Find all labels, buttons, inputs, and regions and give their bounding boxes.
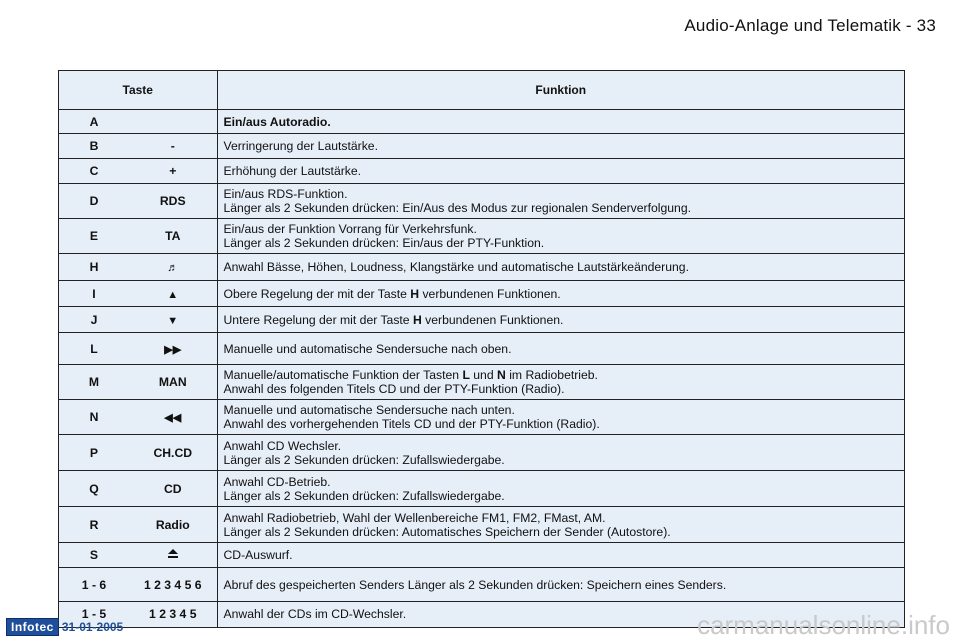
function-line-1: Anwahl CD-Betrieb. xyxy=(223,474,331,489)
function-line-2: Länger als 2 Sekunden drücken: Zufallswiedergabe. xyxy=(223,488,505,503)
row-symbol: RDS xyxy=(129,184,217,219)
table-row xyxy=(59,159,904,184)
row-key: 1 - 5 xyxy=(81,607,107,622)
row-function: Ein/aus Autoradio. xyxy=(217,110,904,134)
row-symbol xyxy=(129,254,217,281)
function-line-1: Ein/aus RDS-Funktion. xyxy=(223,187,348,201)
row-key: C xyxy=(59,159,129,184)
row-key: A xyxy=(59,110,129,134)
music-note-icon: ♬ xyxy=(167,262,179,274)
row-function: Anwahl der CDs im CD-Wechsler. xyxy=(223,607,407,622)
row-key: H xyxy=(59,254,129,281)
function-text: verbundenen Funktionen. xyxy=(421,312,564,327)
row-function: CD-Auswurf. xyxy=(217,543,904,568)
row-function xyxy=(217,400,904,435)
row-key: 1 - 6 xyxy=(59,568,129,602)
function-text: Obere Regelung der mit der Taste xyxy=(223,286,411,301)
row-symbol: CH.CD xyxy=(129,435,217,471)
rewind-icon: ◀◀ xyxy=(164,412,182,424)
function-key-ref: H xyxy=(410,286,420,301)
function-line-1: Manuelle und automatische Sendersuche nach unten. xyxy=(223,403,515,417)
row-key: L xyxy=(59,333,129,365)
row-function: Erhöhung der Lautstärke. xyxy=(217,159,904,184)
row-symbol xyxy=(129,333,217,365)
print-date: 31-01-2005 xyxy=(61,620,124,634)
row-function xyxy=(217,184,904,219)
function-line-1: Anwahl CD Wechsler. xyxy=(223,438,342,453)
header-taste: Taste xyxy=(59,71,217,110)
row-function xyxy=(217,219,904,254)
row-symbol: - xyxy=(129,134,217,159)
row-function xyxy=(217,507,904,543)
row-key: M xyxy=(59,365,129,400)
row-key: Q xyxy=(59,471,129,507)
row-function: Abruf des gespeicherten Senders Länger als 2 Sekunden drücken: Speichern eines Senders. xyxy=(217,568,904,602)
header-funktion: Funktion xyxy=(217,71,904,110)
function-table xyxy=(58,70,905,628)
table-row xyxy=(59,543,904,568)
function-line-2: Länger als 2 Sekunden drücken: Ein/Aus des Modus zur regionalen Senderverfolgung. xyxy=(223,201,691,215)
table-row xyxy=(59,281,904,307)
table-row xyxy=(59,184,904,219)
table-row xyxy=(59,110,904,134)
table-row xyxy=(59,307,904,333)
eject-icon xyxy=(167,549,179,559)
function-line-1: Ein/aus der Funktion Vorrang für Verkehrsfunk. xyxy=(223,222,477,236)
row-symbol: CD xyxy=(129,471,217,507)
function-line-2: Länger als 2 Sekunden drücken: Ein/aus der PTY-Funktion. xyxy=(223,236,545,250)
page-title: Audio-Anlage und Telematik - 33 xyxy=(684,16,936,35)
row-symbol: + xyxy=(129,159,217,184)
function-line-2: Anwahl des vorhergehenden Titels CD und der PTY-Funktion (Radio). xyxy=(223,417,600,431)
row-symbol xyxy=(129,400,217,435)
function-line-1: Manuelle/automatische Funktion der Tasten L und N im Radiobetrieb. xyxy=(223,368,598,382)
table-row xyxy=(59,435,904,471)
row-key: P xyxy=(59,435,129,471)
row-key: D xyxy=(59,184,129,219)
table-header-row xyxy=(59,71,904,110)
table-row xyxy=(59,134,904,159)
row-function: Verringerung der Lautstärke. xyxy=(217,134,904,159)
function-key-ref: H xyxy=(412,312,422,327)
function-text: Untere Regelung der mit der Taste xyxy=(223,312,413,327)
row-symbol xyxy=(129,307,217,333)
table-row xyxy=(59,400,904,435)
table-row xyxy=(59,471,904,507)
watermark: carmanualsonline.info xyxy=(697,610,950,640)
table-row xyxy=(59,333,904,365)
row-key: S xyxy=(59,543,129,568)
table-row xyxy=(59,254,904,281)
row-symbol xyxy=(129,543,217,568)
row-symbol: 1 2 3 4 5 6 xyxy=(129,568,217,602)
row-symbol xyxy=(129,281,217,307)
row-function xyxy=(217,435,904,471)
row-symbol: TA xyxy=(129,219,217,254)
row-symbol xyxy=(129,110,217,134)
function-line-2: Länger als 2 Sekunden drücken: Automatisches Speichern der Sender (Autostore). xyxy=(223,524,671,539)
function-line-2: Länger als 2 Sekunden drücken: Zufallswiedergabe. xyxy=(223,452,505,467)
footer xyxy=(6,618,123,636)
fast-forward-icon: ▶▶ xyxy=(164,343,182,356)
row-function: Anwahl Bässe, Höhen, Loudness, Klangstärke und automatische Lautstärkeänderung. xyxy=(217,254,904,281)
row-function xyxy=(217,281,904,307)
row-key: E xyxy=(59,219,129,254)
function-line-2: Anwahl des folgenden Titels CD und der PTY-Funktion (Radio). xyxy=(223,382,565,396)
row-function xyxy=(217,471,904,507)
row-key: I xyxy=(59,281,129,307)
triangle-down-icon: ▼ xyxy=(167,314,179,327)
infotec-logo: Infotec xyxy=(6,618,59,636)
table-row xyxy=(59,219,904,254)
function-line-1: Anwahl Radiobetrieb, Wahl der Wellenbereiche FM1, FM2, FMast, AM. xyxy=(223,510,606,525)
row-symbol: MAN xyxy=(129,365,217,400)
row-function: Manuelle und automatische Sendersuche nach oben. xyxy=(217,333,904,365)
row-function xyxy=(217,307,904,333)
table-row xyxy=(59,507,904,543)
row-key: B xyxy=(59,134,129,159)
row-key: R xyxy=(59,507,129,543)
triangle-up-icon: ▲ xyxy=(167,288,179,301)
row-symbol: 1 2 3 4 5 xyxy=(129,602,217,627)
table-row xyxy=(59,568,904,602)
row-function xyxy=(217,365,904,400)
row-symbol: Radio xyxy=(129,507,217,543)
table-row xyxy=(59,365,904,400)
function-text: verbundenen Funktionen. xyxy=(419,286,561,301)
row-key: N xyxy=(59,400,129,435)
row-key: J xyxy=(59,307,129,333)
